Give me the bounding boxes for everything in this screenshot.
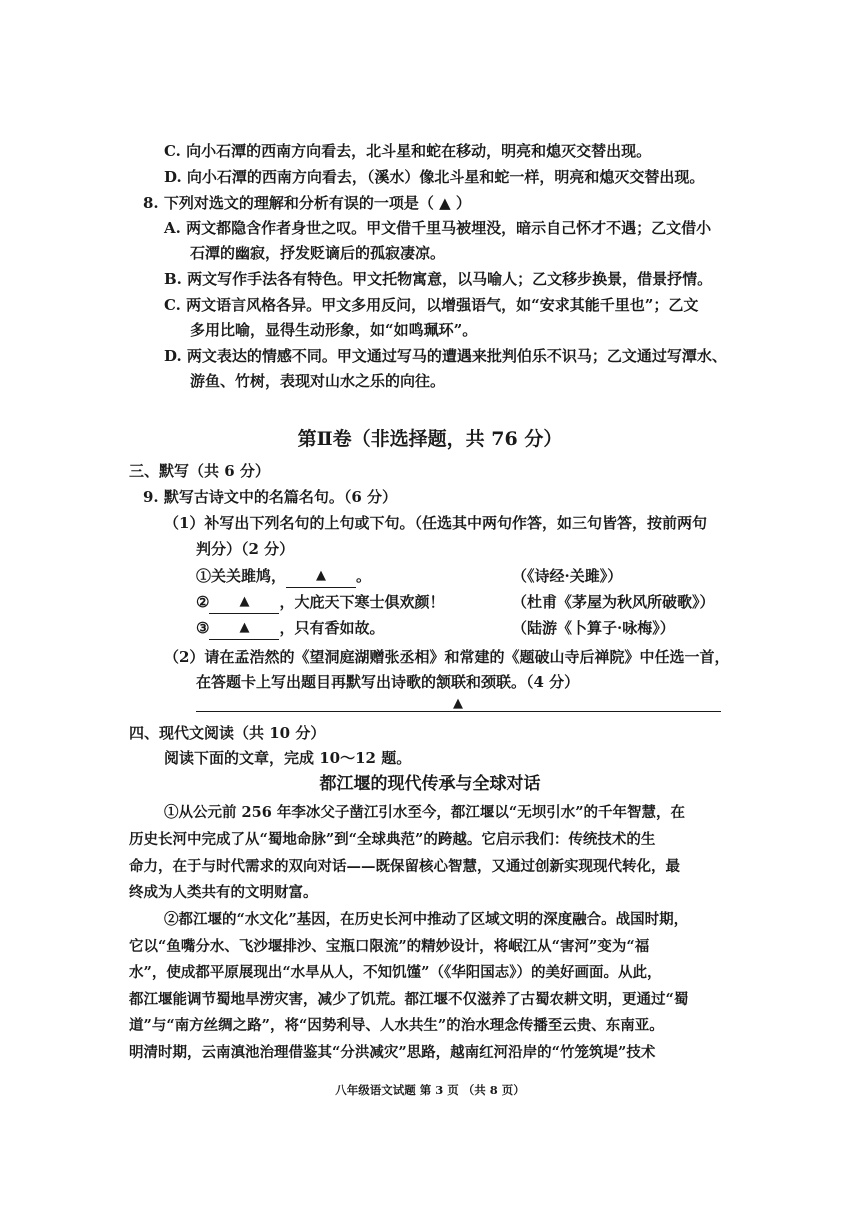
article-p1-line: 命力，在于与时代需求的双向对话——既保留核心智慧，又通过创新实现现代转化，最	[129, 858, 680, 875]
recite-line-2-source: （杜甫《茅屋为秋风所破歌》）	[512, 593, 715, 611]
q9-stem: 9. 默写古诗文中的名篇名句。（6 分）	[143, 488, 398, 506]
recite-line-3	[196, 617, 384, 642]
q8-option-c-line2: 多用比喻，显得生动形象，如“如鸣珮环”。	[190, 321, 478, 339]
q8-option-d-line2: 游鱼、竹树，表现对山水之乐的向往。	[190, 372, 446, 390]
recite-line-1-source: （《诗经·关雎》）	[512, 567, 623, 585]
article-p2-line: 它以“鱼嘴分水、飞沙堰排沙、宝瓶口限流”的精妙设计，将岷江从“害河”变为“福	[129, 938, 650, 955]
triangle-marker-icon: ▲	[239, 620, 250, 635]
reading-instruction: 阅读下面的文章，完成 10～12 题。	[164, 749, 412, 767]
q8-option-d-line1: D. 两文表达的情感不同。甲文通过写马的遭遇来批判伯乐不识马；乙文通过写潭水、	[164, 347, 727, 365]
answer-line[interactable]	[196, 711, 721, 712]
section4-heading: 四、现代文阅读（共 10 分）	[129, 724, 326, 742]
q9-1-line1: （1）补写出下列名句的上句或下句。（任选其中两句作答，如三句皆答，按前两句	[164, 514, 707, 532]
article-p2-line: 都江堰能调节蜀地旱涝灾害，减少了饥荒。都江堰不仅滋养了古蜀农耕文明，更通过“蜀	[129, 991, 689, 1008]
q8-option-b: B. 两文写作手法各有特色。甲文托物寓意，以马喻人；乙文移步换景，借景抒情。	[164, 270, 713, 288]
recite-line-1-prefix: ①关关雎鸠，	[196, 567, 287, 585]
section3-heading: 三、默写（共 6 分）	[129, 462, 270, 480]
q7-option-c: C. 向小石潭的西南方向看去，北斗星和蛇在移动，明亮和熄灭交替出现。	[164, 142, 652, 160]
q8-option-a-line1: A. 两文都隐含作者身世之叹。甲文借千里马被埋没，暗示自己怀才不遇；乙文借小	[164, 219, 712, 237]
recite-line-3-source: （陆游《卜算子·咏梅》）	[512, 619, 675, 637]
answer-blank-3[interactable]	[209, 615, 279, 640]
recite-line-2-suffix: ，大庇天下寒士俱欢颜！	[279, 593, 445, 611]
recite-line-1-suffix: 。	[356, 567, 372, 585]
article-p1-line: 终成为人类共有的文明财富。	[129, 884, 318, 901]
triangle-marker-icon: ▲	[316, 568, 327, 583]
answer-blank-1[interactable]	[286, 563, 356, 588]
recite-line-3-prefix: ③	[196, 619, 210, 637]
answer-triangle-icon: ▲	[453, 696, 463, 711]
article-p2-line: ②都江堰的“水文化”基因，在历史长河中推动了区域文明的深度融合。战国时期，	[164, 911, 689, 928]
q8-option-c-line1: C. 两文语言风格各异。甲文多用反问，以增强语气，如“安求其能千里也”；乙文	[164, 296, 699, 314]
triangle-marker-icon: ▲	[239, 594, 250, 609]
q9-2-line1: （2）请在孟浩然的《望洞庭湖赠张丞相》和常建的《题破山寺后禅院》中任选一首，	[164, 648, 730, 666]
recite-line-3-suffix: ，只有香如故。	[279, 619, 385, 637]
article-p1-line: ①从公元前 256 年李冰父子凿江引水至今，都江堰以“无坝引水”的千年智慧，在	[164, 804, 686, 821]
article-p2-line: 明清时期，云南滇池治理借鉴其“分洪减灾”思路，越南红河沿岸的“竹笼筑堤”技术	[129, 1044, 656, 1061]
q8-option-a-line2: 石潭的幽寂，抒发贬谪后的孤寂凄凉。	[190, 244, 446, 262]
answer-blank-2[interactable]	[209, 589, 279, 614]
recite-line-1	[196, 565, 371, 590]
q9-1-line2: 判分）（2 分）	[196, 540, 295, 558]
recite-line-2-prefix: ②	[196, 593, 210, 611]
article-p2-line: 道”与“南方丝绸之路”，将“因势利导、人水共生”的治水理念传播至云贵、东南亚。	[129, 1017, 664, 1034]
q7-option-d: D. 向小石潭的西南方向看去，（溪水）像北斗星和蛇一样，明亮和熄灭交替出现。	[164, 168, 705, 186]
article-p1-line: 历史长河中完成了从“蜀地命脉”到“全球典范”的跨越。它启示我们：传统技术的生	[129, 831, 656, 848]
article-title: 都江堰的现代传承与全球对话	[319, 774, 541, 794]
recite-line-2	[196, 591, 444, 616]
q8-stem: 8. 下列对选文的理解和分析有误的一项是（ ▲ ）	[143, 194, 471, 212]
part2-title: 第Ⅱ卷（非选择题，共 76 分）	[297, 428, 563, 450]
q9-2-line2: 在答题卡上写出题目再默写出诗歌的颔联和颈联。（4 分）	[196, 673, 580, 691]
article-p2-line: 水”，使成都平原展现出“水旱从人，不知饥馑”（《华阳国志》）的美好画面。从此，	[129, 964, 662, 981]
page-footer: 八年级语文试题 第 3 页 （共 8 页）	[335, 1083, 525, 1097]
